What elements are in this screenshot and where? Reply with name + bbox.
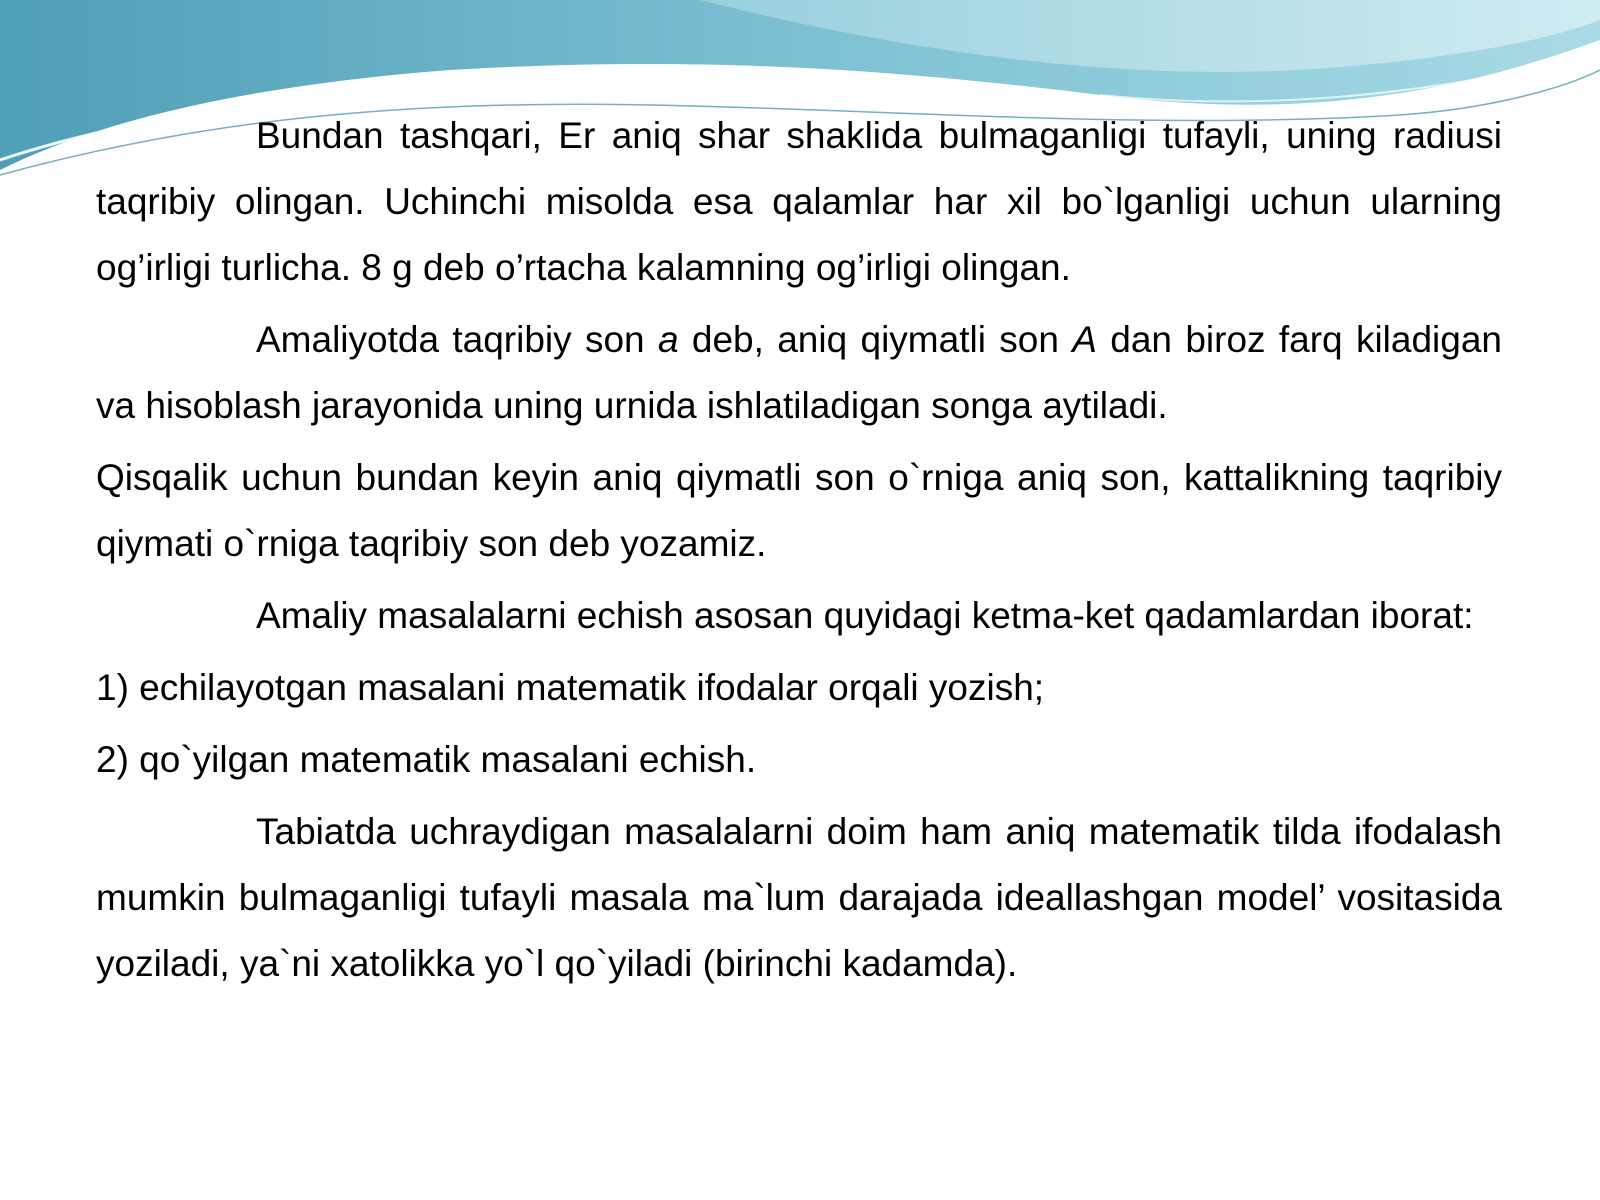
- symbol-a: a: [657, 319, 679, 360]
- list-item-1: 1) echilayotgan masalani matematik ifodalar orqali yozish;: [96, 667, 1045, 708]
- slide-text-body: [96, 103, 1502, 1003]
- paragraph-3: Qisqalik uchun bundan keyin aniq qiymatli son o`rniga aniq son, kattalikning taqribiy qiymati o`rniga taqribiy son deb yozamiz.: [96, 457, 1502, 564]
- symbol-A: A: [1072, 319, 1097, 360]
- paragraph-1: Bundan tashqari, Er aniq shar shaklida bulmaganligi tufayli, uning radiusi taqribiy olingan. Uchinchi misolda esa qalamlar har xil bo`lganligi uchun ularning og’irligi turlicha. 8 g deb o’rtacha kalamning og’irligi olingan.: [96, 115, 1502, 288]
- paragraph-2: [96, 307, 1502, 439]
- paragraph-2-part-1: Amaliyotda taqribiy son: [256, 319, 658, 360]
- paragraph-2-part-2: deb, aniq qiymatli son: [678, 319, 1073, 360]
- paragraph-4: Amaliy masalalarni echish asosan quyidagi ketma-ket qadamlardan iborat:: [256, 595, 1474, 636]
- paragraph-5: Tabiatda uchraydigan masalalarni doim ham aniq matematik tilda ifodalash mumkin bulmaganligi tufayli masala ma`lum darajada ideallashgan model’ vositasida yoziladi, ya`ni xatolikka yo`l qo`yiladi (birinchi kadamda).: [96, 811, 1502, 984]
- list-item-2: 2) qo`yilgan matematik masalani echish.: [96, 739, 757, 780]
- paragraph-2-part-3: dan biroz farq kiladigan va hisoblash jarayonida uning urnida ishlatiladigan songa aytiladi.: [96, 319, 1502, 426]
